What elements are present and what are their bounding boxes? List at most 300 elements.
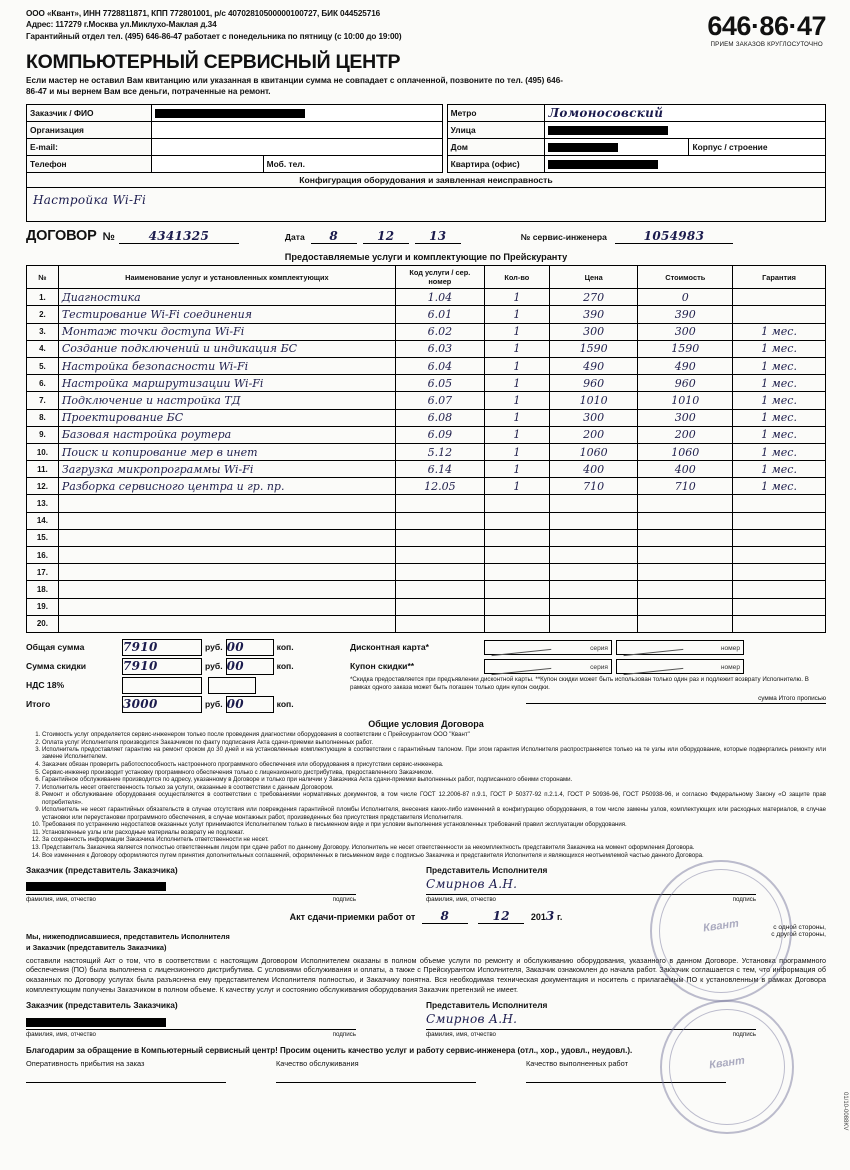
row-price-value: 1060 [579,445,608,459]
row-price[interactable] [549,392,638,409]
row-code[interactable] [395,512,484,529]
row-warranty[interactable] [733,323,826,340]
caption-name-2: фамилия, имя, отчество [426,895,496,903]
row-price[interactable] [549,495,638,512]
row-sum[interactable] [638,357,733,374]
client-field-email[interactable] [151,139,442,156]
row-service-name[interactable] [58,392,395,409]
table-row [27,375,826,392]
row-price-value: 400 [583,462,605,476]
table-row [27,289,826,306]
row-qty[interactable] [484,478,549,495]
row-qty[interactable] [484,615,549,632]
col-header-price: Цена [549,266,638,289]
row-sum[interactable] [638,409,733,426]
row-qty[interactable] [484,512,549,529]
row-warranty[interactable] [733,375,826,392]
row-sum[interactable] [638,392,733,409]
condition-item: 13. Представитель Заказчика является полностью ответственным лицом при сдаче работ по данному Договору. Исполнитель не несет ответственности за некомплектность представителя Заказчика на момент оформления Договора. [42,844,826,851]
caption-sign-1: подпись [332,895,356,903]
contract-date-month[interactable]: 12 [363,229,409,244]
table-row [27,357,826,374]
coupon-number[interactable] [616,659,744,674]
row-sum[interactable] [638,375,733,392]
condition-item: 3. Исполнитель предоставляет гарантию на ремонт сроком до 30 дней и на установленные комплектующие в соответствии с гарантийным талоном. При этом гарантия Исполнителя распространяется только на те узлы или оборудование, которые подвергались ремонту или замене Исполнителем. [42,746,826,761]
signature-customer-line-1[interactable] [26,875,356,895]
client-label-fio: Заказчик / ФИО [27,105,152,122]
row-code-value: 1.04 [427,290,453,304]
row-service-name[interactable] [58,512,395,529]
row-warranty[interactable] [733,478,826,495]
rating-input-2[interactable] [276,1068,476,1083]
rating-label-1: Оперативность прибытия на заказ [26,1059,145,1069]
row-sum[interactable] [638,581,733,598]
act-year-prefix: 201 [530,911,546,922]
row-sum[interactable] [638,426,733,443]
total-label-final: Итого [26,699,51,710]
row-qty[interactable] [484,323,549,340]
row-service-name-value: Настройка маршрутизации Wi-Fi [61,376,264,390]
address-field-metro[interactable] [545,105,826,122]
table-row [27,564,826,581]
client-field-fio[interactable] [151,105,442,122]
row-qty[interactable] [484,495,549,512]
table-row [27,392,826,409]
act-year-digit[interactable]: 3 [545,908,555,923]
row-qty[interactable] [484,564,549,581]
col-header-code: Код услуги / сер. номер [395,266,484,289]
row-price[interactable] [549,512,638,529]
row-code[interactable] [395,289,484,306]
row-service-name[interactable] [58,581,395,598]
total-row-final [26,696,342,713]
signature-customer-title-2: Заказчик (представитель Заказчика) [26,1000,178,1011]
row-price[interactable] [549,375,638,392]
client-field-org[interactable] [151,122,442,139]
row-qty[interactable] [484,547,549,564]
total-value-discount[interactable]: 7910 [122,658,202,675]
caption-name-3: фамилия, имя, отчество [26,1031,96,1039]
row-price[interactable] [549,615,638,632]
total-kop-vat[interactable] [208,677,256,694]
total-kop-sum[interactable]: 00 [226,639,274,656]
discount-card-series[interactable] [484,640,612,655]
row-number-value: 20. [36,619,48,629]
row-warranty-value: 1 мес. [761,428,797,442]
table-row [27,512,826,529]
address-field-house[interactable] [545,139,826,156]
row-price[interactable] [549,409,638,426]
rating-label-2: Качество обслуживания [276,1059,359,1069]
company-details [26,8,626,42]
row-sum[interactable] [638,340,733,357]
totals-discount-section [26,639,826,715]
row-qty[interactable] [484,357,549,374]
row-service-name[interactable] [58,529,395,546]
row-service-name[interactable] [58,461,395,478]
row-number-value: 3. [39,327,46,337]
row-code[interactable] [395,581,484,598]
row-service-name[interactable] [58,375,395,392]
row-sum[interactable] [638,461,733,478]
row-warranty[interactable] [733,495,826,512]
row-price-value: 1590 [579,342,608,356]
table-row [27,495,826,512]
row-price[interactable] [549,426,638,443]
row-price[interactable] [549,443,638,460]
row-code[interactable] [395,598,484,615]
row-price-value: 300 [583,325,605,339]
row-number [27,357,59,374]
row-code-value: 12.05 [424,479,456,493]
row-service-name-value: Тестирование Wi-Fi соединения [61,308,253,321]
row-warranty[interactable] [733,615,826,632]
row-qty-value: 1 [513,308,521,321]
row-number-value: 4. [39,344,46,354]
row-code[interactable] [395,461,484,478]
row-price[interactable] [549,564,638,581]
row-code[interactable] [395,357,484,374]
row-service-name[interactable] [58,615,395,632]
table-row [27,426,826,443]
row-number [27,615,59,632]
row-sum-value: 200 [674,428,696,442]
row-sum[interactable] [638,512,733,529]
row-warranty[interactable] [733,409,826,426]
signature-customer-caption-2 [26,1031,356,1038]
total-unit-rub-4: руб. [205,699,223,710]
row-qty-value: 1 [513,325,521,339]
total-value-final[interactable]: 3000 [122,696,202,713]
row-qty[interactable] [484,289,549,306]
total-row-sum [26,639,342,656]
row-price[interactable] [549,340,638,357]
row-number [27,340,59,357]
row-number-value: 13. [36,499,48,509]
row-sum[interactable] [638,306,733,323]
company-line-2: Адрес: 117279 г.Москва ул.Миклухо-Маклая д.34 [26,20,217,30]
caption-sign-2: подпись [732,895,756,903]
client-label-mobile: Моб. тел. [263,156,439,172]
row-sum[interactable] [638,495,733,512]
row-sum-value: 0 [681,290,689,304]
col-header-qty: Кол-во [484,266,549,289]
row-qty-value: 1 [513,462,521,476]
total-unit-kop-2: коп. [276,661,294,672]
row-service-name-value: Поиск и копирование мер в инет [61,445,258,459]
signature-customer-line-2[interactable] [26,1010,356,1030]
row-qty[interactable] [484,409,549,426]
company-stamp-text-1: Квант [702,917,740,935]
row-qty-value: 1 [513,411,521,425]
row-code[interactable] [395,426,484,443]
row-code[interactable] [395,495,484,512]
row-code-value: 6.05 [427,376,453,390]
total-label-discount: Сумма скидки [26,661,87,672]
total-unit-rub-1: руб. [205,642,223,653]
table-row [27,409,826,426]
discount-card-number[interactable] [616,640,744,655]
row-price[interactable] [549,323,638,340]
row-service-name[interactable] [58,478,395,495]
address-field-street[interactable] [545,122,826,139]
row-warranty[interactable] [733,392,826,409]
row-price[interactable] [549,289,638,306]
row-price-value: 270 [583,290,605,304]
table-row [27,547,826,564]
row-warranty[interactable] [733,598,826,615]
row-warranty[interactable] [733,357,826,374]
engineer-label: № сервис-инженера [520,232,607,243]
row-number [27,581,59,598]
condition-item: 10. Требования по устранению недостатков оказанных услуг принимаются Исполнителем только в письменном виде и при условии выполнения установленных требований правил эксплуатации оборудования. [42,821,826,828]
row-number [27,564,59,581]
row-service-name-value: Настройка безопасности Wi-Fi [61,359,249,373]
row-code[interactable] [395,306,484,323]
row-service-name[interactable] [58,340,395,357]
row-code[interactable] [395,564,484,581]
row-code[interactable] [395,443,484,460]
row-code[interactable] [395,615,484,632]
row-code-value: 6.08 [427,411,453,425]
row-sum[interactable] [638,615,733,632]
row-sum[interactable] [638,289,733,306]
row-number-value: 12. [36,481,48,491]
row-sum[interactable] [638,598,733,615]
row-number [27,478,59,495]
condition-item: 12. За сохранность информации Заказчика Исполнитель ответственности не несет. [42,836,826,843]
client-field-phone[interactable] [151,156,442,173]
discount-note: *Скидка предоставляется при предъявлении дисконтной карты. **Купон скидки может быть использован только один раз и подлежит возврату Исполнителю. В рамках одного заказа может быть погашен только один купон скидки. [350,675,809,691]
row-number [27,306,59,323]
table-row [27,306,826,323]
row-warranty-value: 1 мес. [761,393,797,407]
client-label-phone: Телефон [27,156,152,173]
row-price[interactable] [549,547,638,564]
total-value-sum[interactable]: 7910 [122,639,202,656]
row-price[interactable] [549,461,638,478]
row-price[interactable] [549,357,638,374]
row-warranty[interactable] [733,306,826,323]
row-warranty-value: 1 мес. [761,376,797,390]
signature-executor-name-1: Смирнов А.Н. [426,876,518,891]
row-warranty[interactable] [733,547,826,564]
row-qty-value: 1 [513,445,521,459]
conditions-title: Общие условия Договора [368,718,484,729]
row-number-value: 10. [36,447,48,457]
row-number [27,409,59,426]
row-warranty[interactable] [733,529,826,546]
row-service-name[interactable] [58,357,395,374]
row-qty-value: 1 [513,376,521,390]
table-row [27,461,826,478]
row-price-value: 390 [583,308,605,321]
services-header-row [27,266,826,289]
row-sum[interactable] [638,443,733,460]
row-number [27,375,59,392]
row-service-name[interactable] [58,289,395,306]
row-qty[interactable] [484,306,549,323]
row-code[interactable] [395,547,484,564]
signature-executor-title-2: Представитель Исполнителя [426,1000,548,1011]
row-code[interactable] [395,529,484,546]
row-warranty[interactable] [733,512,826,529]
row-warranty[interactable] [733,340,826,357]
caption-sign-4: подпись [732,1031,756,1039]
total-kop-discount[interactable]: 00 [226,658,274,675]
row-service-name-value: Создание подключений и индикация БС [61,342,298,356]
row-qty[interactable] [484,581,549,598]
row-code[interactable] [395,323,484,340]
row-qty[interactable] [484,443,549,460]
row-service-name[interactable] [58,443,395,460]
address-table [447,104,826,173]
form-code: 01/10-0088KV [842,1091,848,1130]
contract-date-year[interactable]: 13 [415,229,461,244]
row-code[interactable] [395,340,484,357]
row-sum[interactable] [638,529,733,546]
act-body-text: составили настоящий Акт о том, что в соответствии с настоящим Договором Исполнителем оказаны в полном объеме услуги по ремонту и обслуживанию оборудования, указанного в данном Договоре. Установка программного обеспечения (ПО) была выполнена с лицензионного дистрибутива. С условиями обслуживания и оплаты, а также с Прейскурантом Исполнителя, Заказчик ознакомлен до начала работ. Заказчик соглашается с тем, что информация об оказанных по Договору услугах была разъяснена ему представителем Исполнителя полностью, и Заказчику понятна. Вся необходимая техническая документация и носитель с прилагаемым ПО к установленным в рамках Договора комплектующим получены Заказчиком в полном объеме. К качеству услуг и состоянию обслуживания оборудования Заказчик претензий не имеет. [26,955,826,994]
engineer-number[interactable]: 1054983 [615,229,733,244]
table-row [447,105,825,122]
address-field-flat[interactable] [545,156,826,173]
coupon-number-caption: номер [720,663,740,671]
address-value-metro: Ломоносовский [548,106,664,121]
row-warranty[interactable] [733,289,826,306]
act-month[interactable]: 12 [478,909,524,924]
row-sum-value: 710 [674,479,696,493]
row-sum[interactable] [638,547,733,564]
row-price-value: 960 [583,376,605,390]
condition-item: 8. Ремонт и обслуживание оборудования осуществляется в соответствии с требованиями нормативных документов, в том числе ГОСТ 12.2006-87 п.9.1, ГОСТ Р 50377-92 п.2.1.4, ГОСТ Р 50936-96, ГОСТ Р50938-96, и согласно Федеральному Закону «О защите прав потребителя». [42,791,826,806]
row-warranty[interactable] [733,564,826,581]
row-price[interactable] [549,529,638,546]
row-code-value: 6.03 [427,342,453,356]
table-row [27,581,826,598]
row-qty-value: 1 [513,393,521,407]
config-text-area[interactable] [26,188,826,222]
act-title: Акт сдачи-приемки работ от [289,911,416,922]
condition-item: 6. Гарантийное обслуживание производится по адресу, указанному в Договоре и только при наличии у Заказчика Акта сдачи-приемки выполненных работ, подписанного обеими сторонами. [42,776,826,783]
signature-executor-name-2: Смирнов А.Н. [426,1012,518,1027]
row-qty[interactable] [484,598,549,615]
rating-input-1[interactable] [26,1068,226,1083]
table-row [27,323,826,340]
row-warranty[interactable] [733,443,826,460]
row-price[interactable] [549,478,638,495]
row-qty[interactable] [484,392,549,409]
row-sum-value: 300 [674,325,696,339]
row-service-name-value: Монтаж точки доступа Wi-Fi [61,325,245,339]
row-number [27,443,59,460]
row-service-name[interactable] [58,323,395,340]
row-code-value: 6.04 [427,359,453,373]
table-row [27,478,826,495]
row-service-name-value: Диагностика [61,290,141,304]
contract-date-day[interactable]: 8 [311,229,357,244]
row-number [27,323,59,340]
row-number-value: 2. [39,310,46,319]
caption-name-4: фамилия, имя, отчество [426,1031,496,1039]
row-price[interactable] [549,306,638,323]
condition-item: 14. Все изменения к Договору оформляются путем принятия дополнительных соглашений, оформленных в письменном виде с подписью Заказчика и представителя Исполнителя и являющихся неотъемлемой частью данного Договора. [42,852,826,859]
services-table [26,265,826,633]
coupon-series[interactable] [484,659,612,674]
conditions-list [26,731,826,859]
signature-customer-2 [26,1000,426,1038]
page-title: КОМПЬЮТЕРНЫЙ СЕРВИСНЫЙ ЦЕНТР [26,51,401,74]
address-label-flat: Квартира (офис) [447,156,545,173]
row-service-name[interactable] [58,426,395,443]
row-qty[interactable] [484,375,549,392]
row-number [27,392,59,409]
row-service-name[interactable] [58,409,395,426]
row-code[interactable] [395,392,484,409]
row-service-name[interactable] [58,306,395,323]
row-price[interactable] [549,598,638,615]
table-row [27,598,826,615]
row-number-value: 7. [39,395,46,405]
row-price[interactable] [549,581,638,598]
row-code-value: 5.12 [427,445,453,459]
row-warranty[interactable] [733,461,826,478]
row-number-value: 5. [39,361,46,371]
row-qty[interactable] [484,529,549,546]
row-qty[interactable] [484,426,549,443]
row-qty[interactable] [484,340,549,357]
row-code[interactable] [395,409,484,426]
row-qty-value: 1 [513,342,521,356]
row-service-name[interactable] [58,495,395,512]
row-sum[interactable] [638,478,733,495]
discount-block [342,639,826,715]
company-stamp-1 [650,860,792,1002]
row-code[interactable] [395,478,484,495]
row-warranty[interactable] [733,581,826,598]
row-service-name-value: Подключение и настройка ТД [61,393,241,407]
row-qty[interactable] [484,461,549,478]
row-number-value: 9. [39,430,46,440]
total-unit-kop-1: коп. [276,642,294,653]
row-sum[interactable] [638,564,733,581]
act-day[interactable]: 8 [422,909,468,924]
row-service-name[interactable] [58,564,395,581]
row-price-value: 710 [583,479,605,493]
address-label-street: Улица [447,122,545,139]
row-warranty-value: 1 мес. [761,342,797,356]
condition-item: 7. Исполнитель несет ответственность только за услуги, оказанные в соответствии с данным Договором. [42,784,826,791]
company-stamp-text-2: Квант [708,1054,746,1072]
row-warranty[interactable] [733,426,826,443]
row-service-name[interactable] [58,547,395,564]
row-service-name[interactable] [58,598,395,615]
row-sum-value: 1060 [671,445,700,459]
row-code[interactable] [395,375,484,392]
row-number [27,529,59,546]
contract-row [26,228,826,244]
signature-customer-title-1: Заказчик (представитель Заказчика) [26,864,178,875]
signature-customer-caption-1 [26,896,356,903]
total-value-vat[interactable] [122,677,202,694]
condition-item: 11. Установленные узлы или расходные материалы возврату не подлежат. [42,829,826,836]
contract-number-value[interactable]: 4341325 [119,229,239,244]
row-sum-value: 300 [674,411,696,425]
config-handwritten-text: Настройка Wi-Fi [33,193,147,208]
row-number-value: 17. [36,567,48,577]
total-kop-final[interactable]: 00 [226,696,274,713]
row-number [27,495,59,512]
row-sum[interactable] [638,323,733,340]
